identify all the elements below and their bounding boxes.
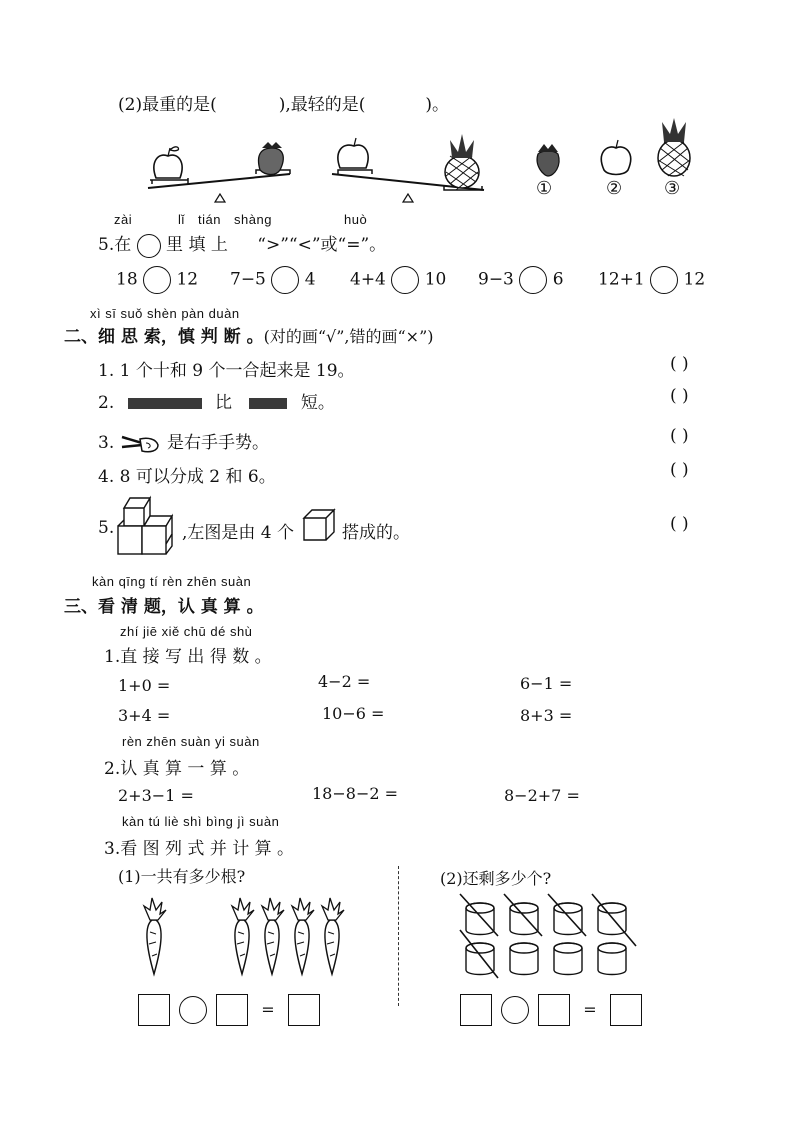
cups-illustration [458, 894, 648, 980]
judge-item-4 [98, 462, 276, 487]
q5-item-right: 6 [552, 269, 564, 290]
answer-paren-3[interactable]: ( ) [670, 426, 689, 446]
q5-pinyin-4: shàng [234, 212, 272, 227]
answer-box[interactable] [288, 994, 320, 1026]
label-3: ③ [664, 178, 681, 199]
q5-item-2 [230, 266, 316, 294]
carrot-icon [292, 898, 314, 974]
equation-left [138, 994, 320, 1026]
answer-box[interactable] [216, 994, 248, 1026]
section2-title-text: 二、细 思 索，慎 判 断 。 [64, 327, 264, 347]
answer-paren-1[interactable]: ( ) [670, 354, 689, 374]
cup-icon [466, 903, 494, 935]
label-1: ① [536, 178, 553, 199]
calc-4: 3+4 = [118, 706, 171, 725]
compare-circle[interactable] [391, 266, 419, 294]
sub3-title: 3.看 图 列 式 并 计 算 。 [104, 839, 295, 859]
q5-item-left: 18 [116, 269, 138, 290]
equals-sign: = [261, 999, 275, 1019]
weight-question-prefix: (2)最重的是( [118, 95, 217, 115]
weight-question-suffix: )。 [425, 95, 450, 115]
item-number: 4. [98, 467, 115, 487]
answer-box[interactable] [610, 994, 642, 1026]
judge-item-5-text-a: ,左图是由 4 个 [182, 523, 295, 543]
judge-item-2 [98, 388, 335, 413]
divider [398, 866, 399, 1006]
calc-1: 1+0 = [118, 676, 171, 695]
compare-circle[interactable] [519, 266, 547, 294]
q5-prefix: 5.在 [98, 235, 132, 255]
q5-item-3 [350, 266, 446, 294]
q5-instruction [98, 230, 386, 258]
item-text: 1 个十和 9 个一合起来是 19。 [119, 361, 355, 381]
carrot-icon [232, 898, 254, 974]
calc-6: 8+3 = [520, 706, 573, 725]
right-question: (2)还剩多少个? [440, 869, 552, 888]
cup-icon [510, 943, 538, 975]
section2-pinyin: xì sī suǒ shèn pàn duàn [90, 306, 240, 321]
apple-icon [598, 140, 634, 176]
cup-icon [466, 943, 494, 975]
section2-title [64, 322, 434, 347]
q5-mid: 里 填 上 [166, 235, 228, 255]
compare-circle[interactable] [143, 266, 171, 294]
q5-pinyin-5: huò [344, 212, 368, 227]
item-number: 3. [98, 433, 115, 453]
left-question: (1)一共有多少根? [118, 867, 246, 886]
cup-icon [510, 903, 538, 935]
carrot-icon [322, 898, 344, 974]
q5-item-4 [478, 266, 564, 294]
carrots-illustration [134, 896, 364, 976]
weight-question-mid: ),最轻的是( [278, 95, 366, 115]
item-number: 2. [98, 393, 115, 413]
carrot-icon [144, 898, 166, 974]
calc-3: 6−1 = [520, 674, 573, 693]
answer-circle [137, 234, 161, 258]
q5-pinyin-1: zài [114, 212, 133, 227]
q5-item-left: 4+4 [350, 269, 386, 290]
answer-box[interactable] [538, 994, 570, 1026]
operator-circle[interactable] [501, 996, 529, 1024]
item-text: 8 可以分成 2 和 6。 [119, 467, 276, 487]
q5-item-left: 7−5 [230, 269, 266, 290]
q5-item-right: 12 [683, 269, 706, 290]
calc-5: 10−6 = [322, 704, 385, 723]
equation-right [460, 994, 642, 1026]
q5-pinyin-3: tián [198, 212, 221, 227]
q5-item-1 [116, 266, 198, 294]
q5-item-right: 10 [424, 269, 447, 290]
judge-item-1 [98, 356, 355, 381]
q5-item-left: 9−3 [478, 269, 514, 290]
section2-note: (对的画“√”,错的画“×”) [263, 327, 434, 346]
calc-2: 4−2 = [318, 672, 371, 691]
sub1-pinyin: zhí jiē xiě chū dé shù [120, 624, 253, 639]
answer-box[interactable] [460, 994, 492, 1026]
compare-circle[interactable] [271, 266, 299, 294]
answer-paren-2[interactable]: ( ) [670, 386, 689, 406]
q5-item-right: 12 [176, 269, 199, 290]
section3-title: 三、看 清 题，认 真 算 。 [64, 597, 264, 617]
calc-7: 2+3−1 = [118, 786, 194, 805]
judge-item-5-number: 5. [98, 518, 115, 538]
short-bar [249, 398, 287, 409]
answer-box[interactable] [138, 994, 170, 1026]
item-text-mid: 比 [215, 393, 233, 413]
sub2-pinyin: rèn zhēn suàn yi suàn [122, 734, 260, 749]
equals-sign: = [583, 999, 597, 1019]
operator-circle[interactable] [179, 996, 207, 1024]
long-bar [128, 398, 202, 409]
pineapple-icon [656, 118, 692, 178]
q5-item-right: 4 [304, 269, 316, 290]
q5-item-5 [598, 266, 705, 294]
cup-icon [554, 903, 582, 935]
label-2: ② [606, 178, 623, 199]
judge-item-3 [98, 428, 269, 455]
q5-pinyin-2: lǐ [178, 212, 185, 227]
cup-icon [598, 943, 626, 975]
answer-paren-5[interactable]: ( ) [670, 514, 689, 534]
q5-item-left: 12+1 [598, 269, 645, 290]
sub2-title: 2.认 真 算 一 算 。 [104, 759, 250, 779]
item-text: 是右手手势。 [167, 433, 270, 453]
weight-question [118, 90, 449, 115]
cube-icon [302, 508, 336, 542]
answer-paren-4[interactable]: ( ) [670, 460, 689, 480]
item-text-end: 短。 [300, 393, 335, 413]
judge-item-5-text-b: 搭成的。 [342, 523, 410, 543]
calc-8: 18−8−2 = [312, 784, 399, 803]
sub1-title: 1.直 接 写 出 得 数 。 [104, 647, 272, 667]
balance-apple-pineapple [332, 132, 492, 202]
calc-9: 8−2+7 = [504, 786, 580, 805]
cube-stack-icon [116, 494, 182, 562]
hand-gesture-icon [120, 433, 162, 455]
cup-icon [554, 943, 582, 975]
item-number: 1. [98, 361, 115, 381]
strawberry-icon [534, 142, 564, 176]
carrot-icon [262, 898, 284, 974]
section3-pinyin: kàn qīng tí rèn zhēn suàn [92, 574, 252, 589]
sub3-pinyin: kàn tú liè shì bìng jì suàn [122, 814, 280, 829]
balance-apple-strawberry [148, 132, 298, 202]
q5-symbols: “>”“<”或“=”。 [257, 235, 387, 255]
compare-circle[interactable] [650, 266, 678, 294]
